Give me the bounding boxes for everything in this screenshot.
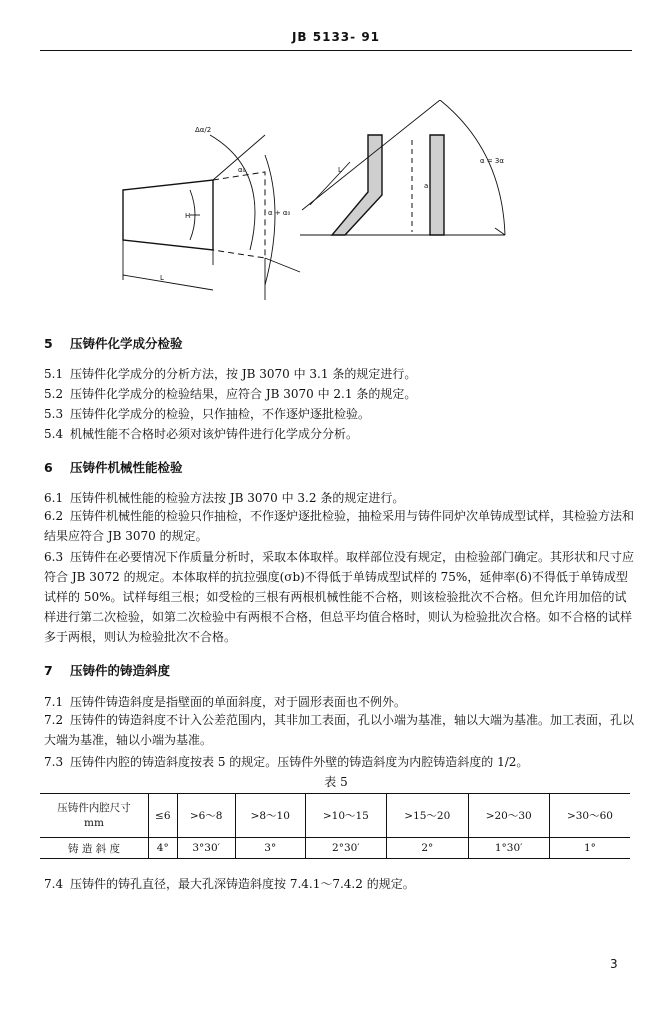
para-5-3: 5.3 压铸件化学成分的检验，只作抽检，不作逐炉逐批检验。 (44, 407, 371, 421)
table-cell: 3°30′ (177, 838, 235, 859)
table-row (40, 794, 630, 838)
table-cell: 1°30′ (468, 838, 549, 859)
label-h: H (185, 212, 191, 220)
para-6-1: 6.1 压铸件机械性能的检验方法按 JB 3070 中 3.2 条的规定进行。 (44, 491, 405, 505)
left-diagram (123, 135, 300, 300)
para-5-1: 5.1 压铸件化学成分的分析方法，按 JB 3070 中 3.1 条的规定进行。 (44, 367, 417, 381)
para-7-4: 7.4 压铸件的铸孔直径，最大孔深铸造斜度按 7.4.1～7.4.2 的规定。 (44, 877, 415, 891)
para-7-3: 7.3 压铸件内腔的铸造斜度按表 5 的规定。压铸件外壁的铸造斜度为内腔铸造斜度的 1/2。 (44, 755, 529, 769)
section-7-title: 7 压铸件的铸造斜度 (44, 663, 171, 678)
page-number: 3 (610, 957, 618, 971)
section-5-title: 5 压铸件化学成分检验 (44, 336, 183, 351)
table-cell: 4° (149, 838, 178, 859)
table-cell: >15～20 (387, 794, 468, 838)
table-row (40, 838, 630, 859)
para-6-3: 6.3 压铸件在必要情况下作质量分析时，采取本体取样。取样部位没有规定，由检验部门确定。其形状和尺寸应符合 JB 3072 的规定。本体取样的抗拉强度(σb)不得低于单铸成型试样的 75%，延伸率(δ)不得低于单铸成型试样的 50%。试样每组三根；如受检的三根有两根机械性能不合格，则该检验批次不合格。但允许用加倍的试样进行第二次检验，如第二次检验中有两根不合格，但总平均值合格时，则认为检验批次合格。如不合格的试样多于两根，则认为检验批次不合格。 (44, 550, 635, 644)
label-half-delta: Δα/2 (195, 126, 212, 134)
para-7-2: 7.2 压铸件的铸造斜度不计入公差范围内，其非加工表面，孔以小端为基准，轴以大端为基准。加工表面，孔以大端为基准，轴以小端为基准。 (44, 713, 635, 747)
table-cell: 3° (235, 838, 305, 859)
label-l2: L (338, 166, 342, 174)
label-alpha-right: α + α₀ (268, 209, 291, 217)
para-6-2: 6.2 压铸件机械性能的检验只作抽检，不作逐炉逐批检验，抽检采用与铸件同炉次单铸成型试样，其检验方法和结果应符合 JB 3070 的规定。 (44, 509, 635, 543)
table-cell: >30～60 (549, 794, 630, 838)
para-5-2: 5.2 压铸件化学成分的检验结果，应符合 JB 3070 中 2.1 条的规定。 (44, 387, 417, 401)
table-cell: >10～15 (305, 794, 386, 838)
table-cell: 2°30′ (305, 838, 386, 859)
label-angle: α = 3α (480, 157, 504, 165)
table-cell: 2° (387, 838, 468, 859)
table-row-label: 铸 造 斜 度 (40, 838, 149, 859)
label-l: L (160, 274, 164, 282)
table-cell: 1° (549, 838, 630, 859)
header-rule (40, 50, 632, 51)
table-header-label: 压铸件内腔尺寸 mm (40, 794, 149, 838)
para-7-1: 7.1 压铸件铸造斜度是指壁面的单面斜度，对于圆形表面也不例外。 (44, 695, 407, 709)
table-5 (40, 793, 630, 859)
table-cell: >6～8 (177, 794, 235, 838)
right-diagram (300, 100, 505, 235)
draft-angle-figure (40, 100, 510, 315)
table-cell: >8～10 (235, 794, 305, 838)
table-cell: ≤6 (149, 794, 178, 838)
para-5-4: 5.4 机械性能不合格时必须对该炉铸件进行化学成分分析。 (44, 427, 359, 441)
table-cell: >20～30 (468, 794, 549, 838)
label-a: a (424, 182, 429, 190)
table-5-caption: 表 5 (324, 775, 348, 789)
standard-code-header: JB 5133- 91 (291, 30, 381, 44)
label-alpha-top: α₀ (238, 166, 246, 174)
section-6-title: 6 压铸件机械性能检验 (44, 460, 183, 475)
